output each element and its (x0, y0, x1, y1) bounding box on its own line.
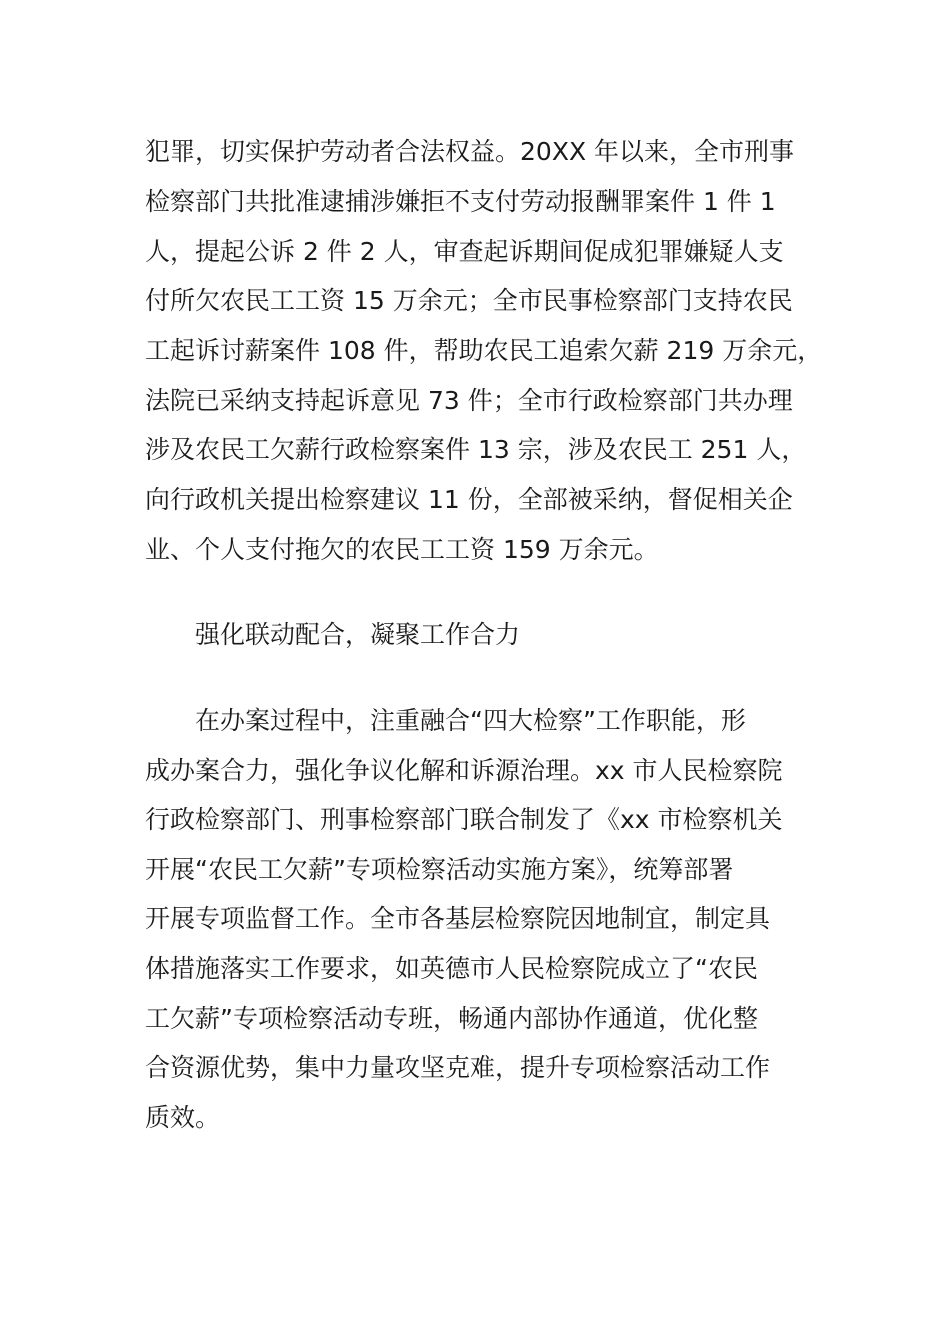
paragraph-2-line-1: 在办案过程中，注重融合“四大检察”工作职能，形 (195, 706, 746, 735)
paragraph-2-line-6: 体措施落实工作要求，如英德市人民检察院成立了“农民 (145, 954, 758, 983)
paragraph-2-line-2: 成办案合力，强化争议化解和诉源治理。xx 市人民检察院 (145, 756, 783, 785)
paragraph-1-line-1: 犯罪，切实保护劳动者合法权益。20XX 年以来，全市刑事 (145, 137, 795, 166)
paragraph-2-line-4: 开展“农民工欠薪”专项检察活动实施方案》，统筹部署 (145, 855, 734, 884)
paragraph-2-line-5: 开展专项监督工作。全市各基层检察院因地制宜，制定具 (145, 904, 771, 933)
paragraph-2-line-7: 工欠薪”专项检察活动专班，畅通内部协作通道，优化整 (145, 1004, 758, 1033)
paragraph-1-line-8: 向行政机关提出检察建议 11 份，全部被采纳，督促相关企 (145, 485, 793, 514)
paragraph-1-line-6: 法院已采纳支持起诉意见 73 件；全市行政检察部门共办理 (145, 386, 793, 415)
paragraph-2-line-9: 质效。 (145, 1103, 221, 1132)
paragraph-1-line-7: 涉及农民工欠薪行政检察案件 13 宗，涉及农民工 251 人， (145, 435, 807, 464)
paragraph-1-line-5: 工起诉讨薪案件 108 件，帮助农民工追索欠薪 219 万余元， (145, 336, 823, 365)
paragraph-1-line-3: 人，提起公诉 2 件 2 人，审查起诉期间促成犯罪嫌疑人支 (145, 237, 784, 266)
paragraph-1-line-2: 检察部门共批准逮捕涉嫌拒不支付劳动报酬罪案件 1 件 1 (145, 187, 776, 216)
section-heading: 强化联动配合，凝聚工作合力 (195, 620, 521, 649)
paragraph-2-line-8: 合资源优势，集中力量攻坚克难，提升专项检察活动工作 (145, 1053, 771, 1082)
paragraph-1-line-9: 业、个人支付拖欠的农民工工资 159 万余元。 (145, 535, 659, 564)
paragraph-2-line-3: 行政检察部门、刑事检察部门联合制发了《xx 市检察机关 (145, 805, 783, 834)
paragraph-1-line-4: 付所欠农民工工资 15 万余元；全市民事检察部门支持农民 (145, 286, 793, 315)
